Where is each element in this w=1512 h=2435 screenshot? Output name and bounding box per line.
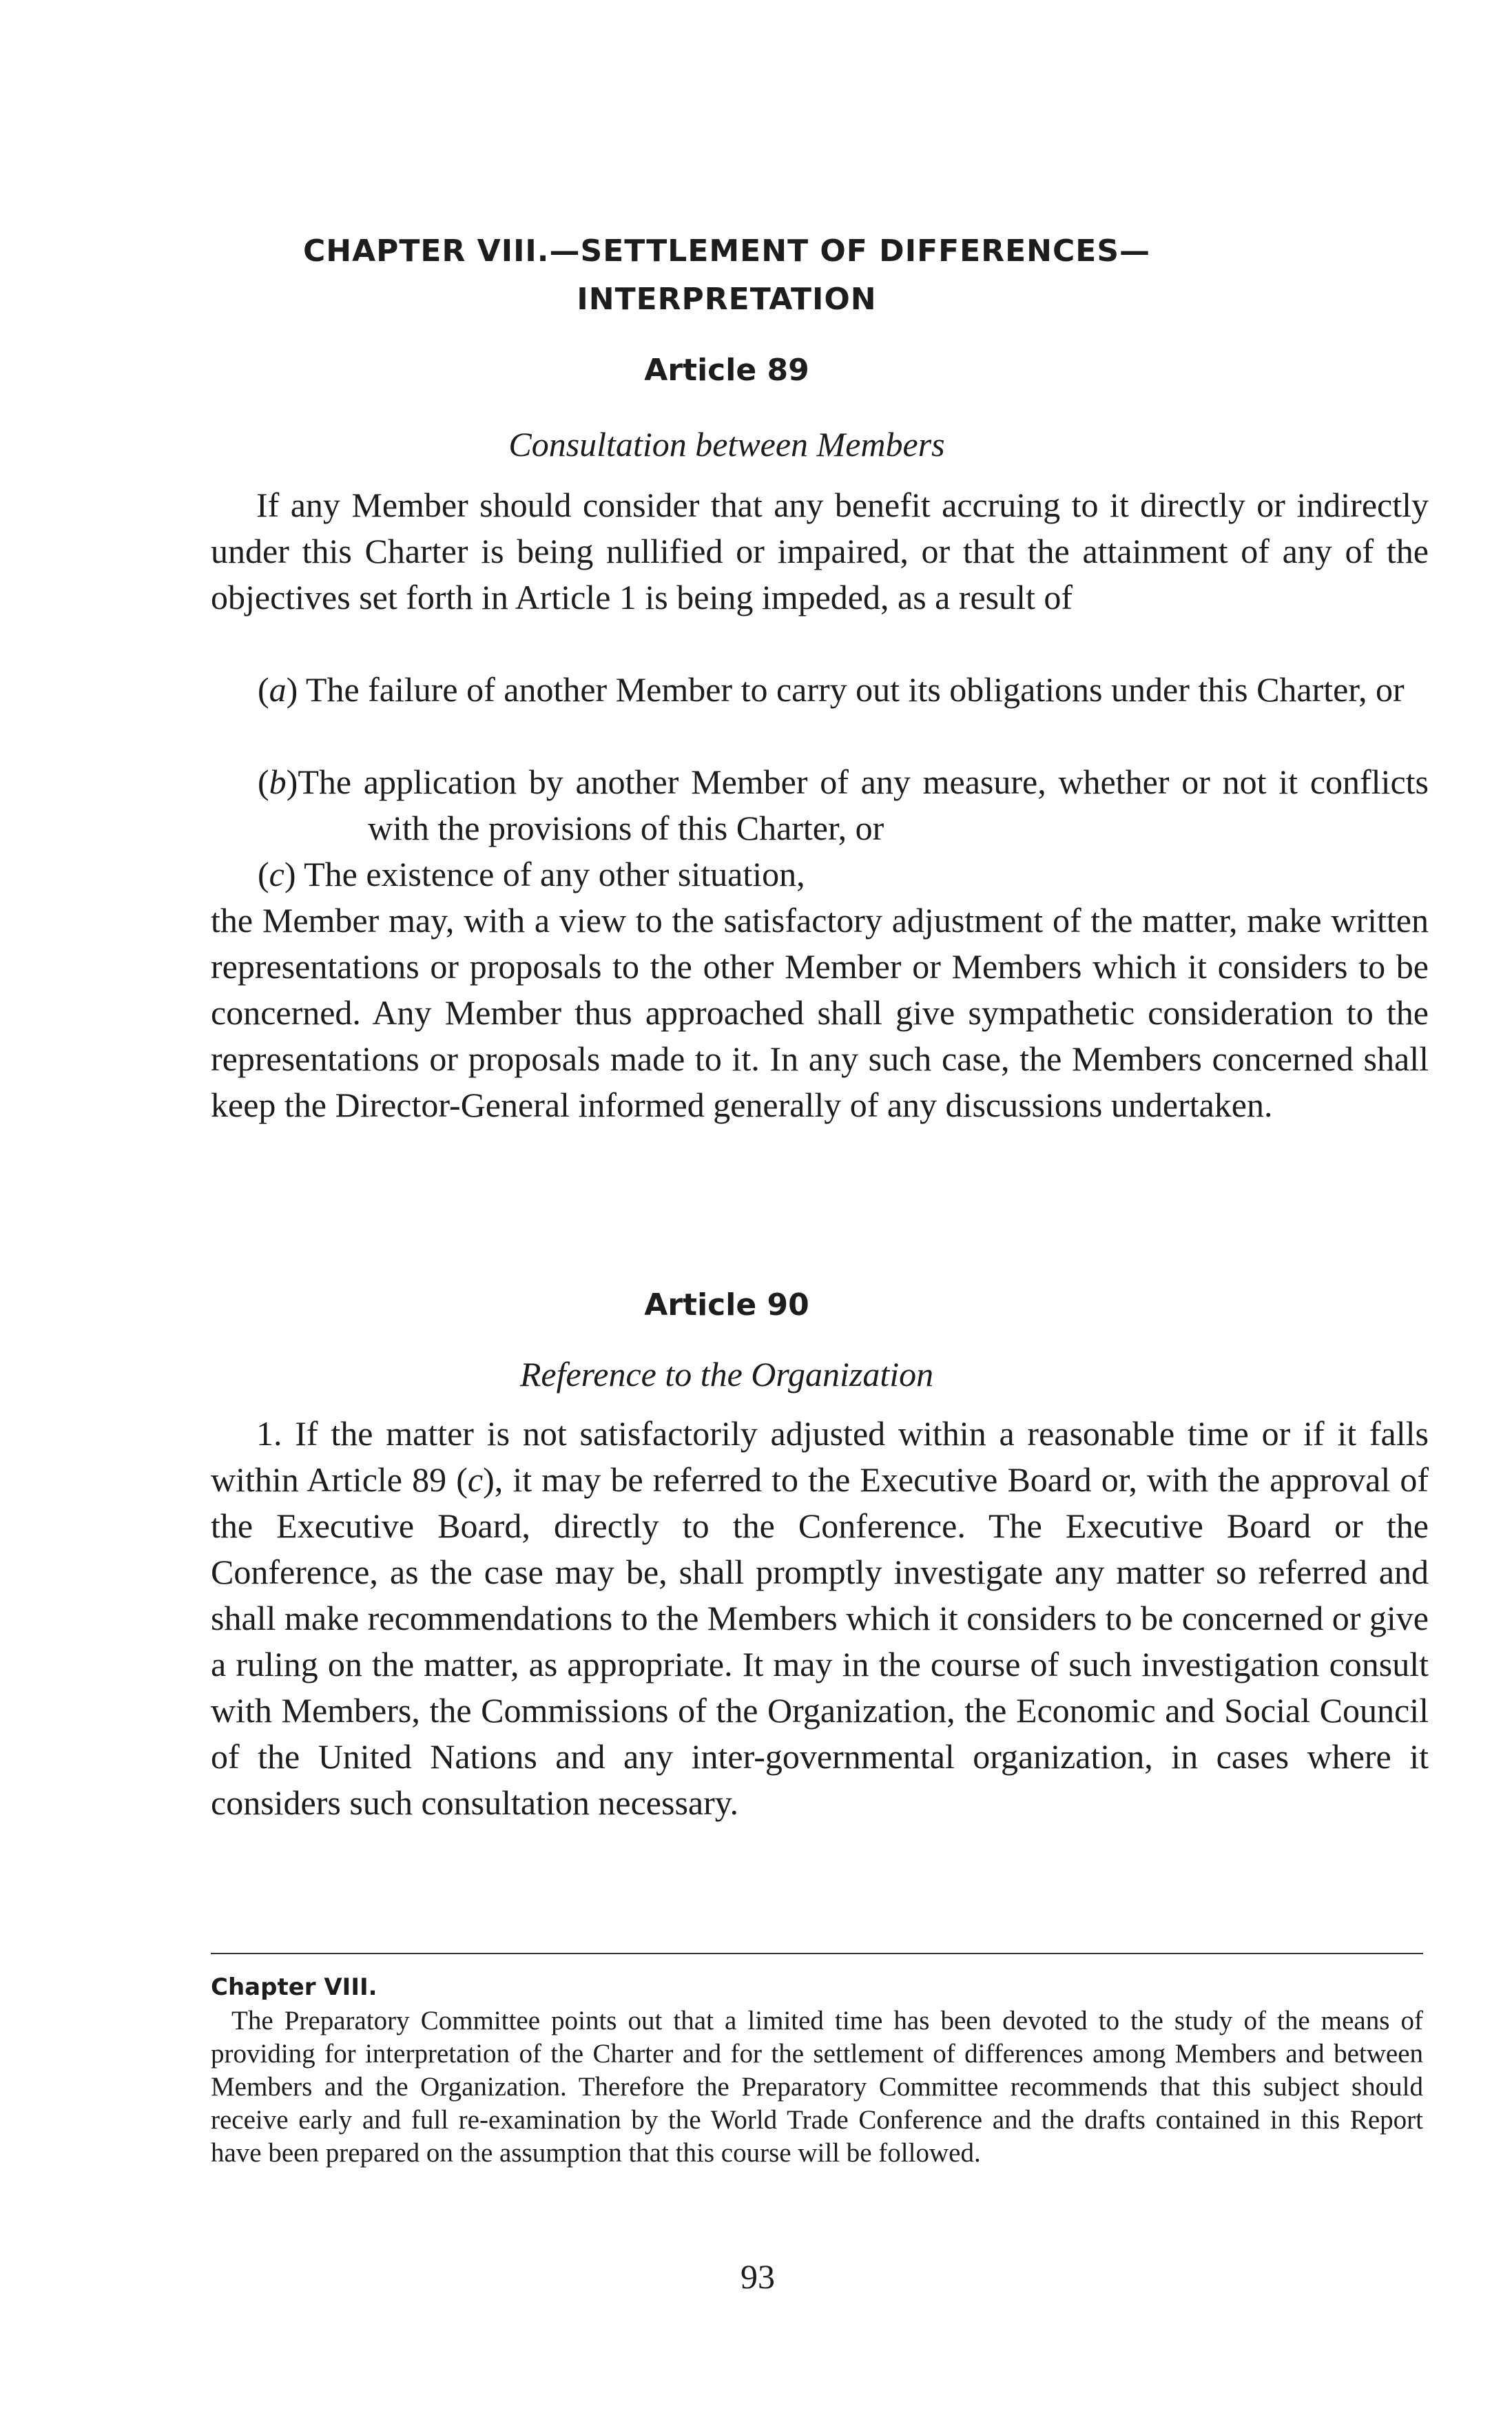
item-c-text: The existence of any other situation, [296,855,805,893]
footnote-title: Chapter VIII. [211,1973,377,2001]
article-89-heading: Article 89 [644,353,809,388]
item-a-text: The failure of another Member to carry out its obligations under this Charter, or [298,670,1405,709]
article-89-item-b [211,759,1429,851]
page-number: 93 [741,2257,775,2296]
article-89-item-c [211,851,1429,898]
article-89-conclusion-text: the Member may, with a view to the satisfactory adjustment of the matter, make written representations or proposals to the other Member or Members which it considers to be concerned. Any Member thus approached shall give sympathetic consideration to the representations or proposals made to it. In any such case, the Members concerned shall keep the Director-General informed generally of any discussions undertaken. [211,901,1429,1124]
article-90-heading: Article 90 [644,1287,809,1323]
article-90-paragraph-1 [211,1411,1429,1826]
item-c-label: (c) [258,855,296,893]
footnote-text: The Preparatory Committee points out that a limited time has been devoted to the study of the means of providing for interpretation of the Charter and for the settlement of differences among Members and between Members and the Organization. Therefore the Preparatory Committee recommends that this subject should receive early and full re-examination by the World Trade Conference and the drafts contained in this Report have been prepared on the assumption that this course will be followed. [211,2006,1423,2168]
item-b-text: The application by another Member of any measure, whether or not it conflicts with the provisions of this Charter, or [298,763,1429,847]
article-89-intro [211,482,1429,621]
chapter-title [207,227,1247,324]
article-90-subheading: Reference to the Organization [519,1355,934,1393]
chapter-title-line-2: INTERPRETATION [577,282,877,317]
footnote-body [211,2004,1423,2170]
article-89-conclusion [211,898,1429,1128]
article-89-intro-text: If any Member should consider that any benefit accruing to it directly or indirectly under this Charter is being nullified or impaired, or that the attainment of any of the objectives set forth in Article 1 is being impeded, as a result of [211,486,1429,616]
item-b-label: (b) [258,763,298,801]
article-90-paragraph-1-text: 1. If the matter is not satisfactorily adjusted within a reasonable time or if it falls within Article 89 (c), it may be referred to the Executive Board or, with the approval of the Executive Board, directly to the Conference. The Executive Board or the Conference, as the case may be, shall promptly investigate any matter so referred and shall make recommendations to the Members which it considers to be concerned or give a ruling on the matter, as appropriate. It may in the course of such investigation consult with Members, the Commissions of the Organization, the Economic and Social Council of the United Nations and any inter-governmental organization, in cases where it considers such consultation necessary. [211,1414,1429,1822]
chapter-title-line-1: CHAPTER VIII.—SETTLEMENT OF DIFFERENCES— [302,234,1151,269]
footnote-separator [211,1953,1423,1954]
item-a-label: (a) [258,670,298,709]
article-89-subheading: Consultation between Members [508,425,945,464]
article-89-item-a [211,667,1429,713]
